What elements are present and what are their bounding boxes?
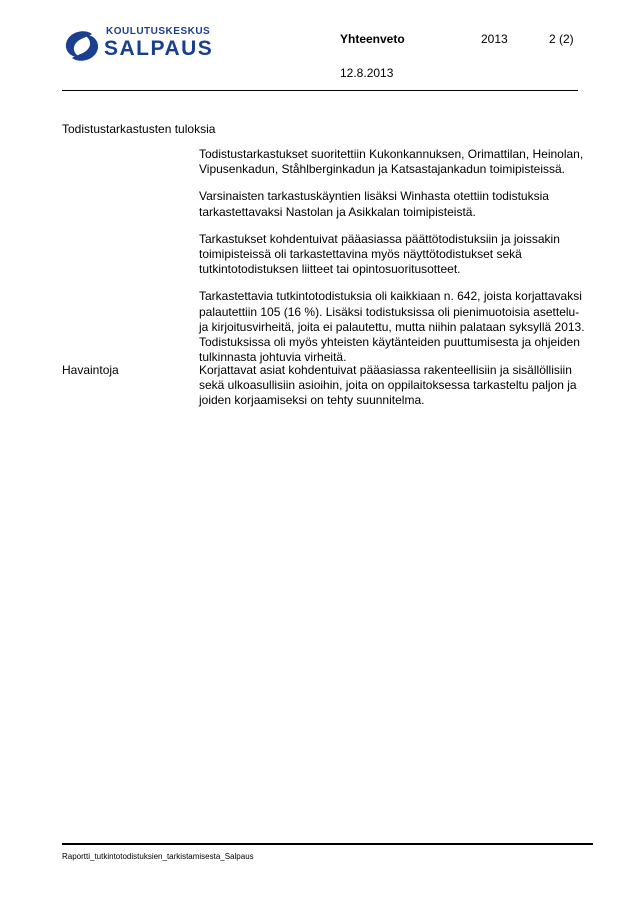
document-type: Yhteenveto — [340, 32, 405, 46]
page-number: 2 (2) — [549, 32, 574, 46]
paragraph: Varsinaisten tarkastuskäyntien lisäksi Winhasta otettiin todistuksia tarkastettavaksi Nastolan ja Asikkalan toimipisteistä. — [199, 189, 549, 219]
document-year: 2013 — [481, 32, 508, 46]
paragraph: Tarkastettavia tutkintotodistuksia oli kaikkiaan n. 642, joista korjattavaksi palautettiin 105 (16 %). Lisäksi todistuksissa oli pienimuotoisia asettelu- ja kirjoitusvirheitä, joita ei palautettu, mutta niihin palataan syksyllä 2013. Todistuksissa oli myös yhteisten käytänteiden puuttumisesta ja ohjeiden tulkinnasta johtuvia virheitä. — [199, 289, 585, 365]
logo-top-text: KOULUTUSKESKUS — [106, 26, 211, 37]
footer-divider — [62, 843, 593, 845]
salpaus-logo — [62, 26, 212, 64]
results-paragraphs — [199, 147, 591, 377]
header-divider — [62, 90, 578, 91]
observations-text: Korjattavat asiat kohdentuivat pääasiassa rakenteellisiin ja sisällöllisiin sekä ulkoasullisiin asioihin, joita on oppilaitoksessa tarkasteltu paljon ja joiden korjaamiseksi on tehty suunnitelma. — [199, 363, 577, 408]
section-heading: Todistustarkastusten tuloksia — [62, 122, 216, 136]
salpaus-swirl-icon — [62, 28, 102, 64]
paragraph: Todistustarkastukset suoritettiin Kukonkannuksen, Orimattilan, Heinolan, Vipusenkadun, Ståhlberginkadun ja Katsastajankadun toimipisteissä. — [199, 147, 584, 177]
footer-filename: Raportti_tutkintotodistuksien_tarkistamisesta_Salpaus — [62, 852, 254, 861]
logo-main-text: SALPAUS — [104, 37, 214, 60]
document-date: 12.8.2013 — [340, 66, 394, 80]
paragraph: Tarkastukset kohdentuivat pääasiassa päättötodistuksiin ja joissakin toimipisteissä oli tarkastettavina myös näyttötodistukset sekä tutkintotodistuksen liitteet tai opintosuoritusotteet. — [199, 231, 560, 277]
observations-label: Havaintoja — [62, 363, 119, 377]
